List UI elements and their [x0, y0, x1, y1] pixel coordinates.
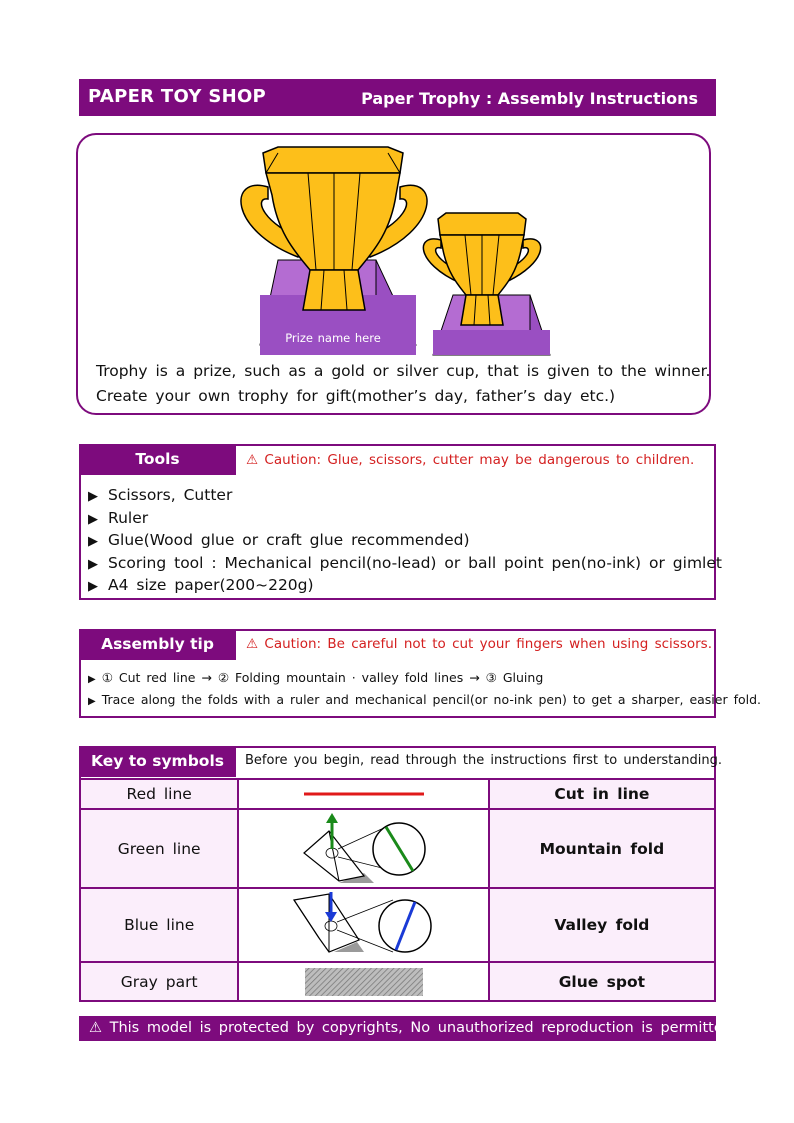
bullet-triangle-icon: ▶	[88, 511, 98, 527]
bullet-triangle-icon: ▶	[88, 579, 98, 594]
hero-panel	[76, 133, 711, 415]
tools-list	[88, 484, 722, 597]
symbol-meaning: Glue spot	[489, 962, 715, 1001]
tools-caution	[246, 452, 694, 468]
symbol-meaning: Valley fold	[489, 888, 715, 962]
tool-label: Scissors, Cutter	[108, 486, 233, 504]
list-item	[88, 552, 722, 575]
list-item	[88, 484, 722, 507]
assembly-tip-caution	[246, 636, 712, 652]
list-item	[88, 529, 722, 552]
tool-label: A4 size paper(200~220g)	[108, 576, 314, 594]
tools-heading: Tools	[79, 444, 236, 475]
glue-spot-hatch	[304, 967, 424, 997]
assembly-tip-heading: Assembly tip	[79, 629, 236, 660]
document-title: Paper Trophy : Assembly Instructions	[361, 89, 698, 108]
small-cup-rim	[438, 213, 526, 235]
symbol-meaning: Mountain fold	[489, 809, 715, 888]
tools-caution-text: Caution: Glue, scissors, cutter may be dangerous to children.	[264, 452, 695, 468]
valley-fold-icon	[289, 890, 439, 960]
copyright-footer	[79, 1016, 737, 1041]
assembly-hint-text: Trace along the folds with a ruler and mechanical pencil(or no-ink pen) to get a sharper, easier fold.	[101, 692, 762, 707]
assembly-steps-text: ① Cut red line → ② Folding mountain · valley fold lines → ③ Gluing	[101, 670, 544, 685]
intro-line-2: Create your own trophy for gift(mother’s day, father’s day etc.)	[96, 387, 616, 405]
tool-label: Glue(Wood glue or craft glue recommended)	[108, 531, 470, 549]
assembly-hint	[88, 692, 761, 707]
symbol-cell	[238, 779, 488, 809]
assembly-steps	[88, 670, 543, 685]
intro-line-1: Trophy is a prize, such as a gold or silver cup, that is given to the winner.	[96, 362, 711, 380]
table-row	[80, 779, 715, 809]
bullet-triangle-icon: ▶	[88, 489, 98, 504]
copyright-text: This model is protected by copyrights, No unauthorized reproduction is permitted.	[109, 1020, 737, 1036]
warning-triangle-icon: ⚠	[246, 636, 259, 652]
table-row	[80, 888, 715, 962]
symbol-name: Green line	[80, 809, 238, 888]
symbol-name: Gray part	[80, 962, 238, 1001]
key-note: Before you begin, read through the instructions first to understanding.	[245, 753, 722, 768]
bullet-triangle-icon: ▶	[88, 534, 98, 549]
bullet-triangle-icon: ▶	[88, 556, 98, 572]
large-cup-stem	[303, 270, 365, 310]
plaque-label: Prize name here	[285, 331, 381, 345]
symbols-table	[79, 778, 716, 1002]
header-bar	[79, 79, 716, 116]
mountain-fold-icon	[294, 811, 434, 887]
list-item	[88, 574, 722, 597]
symbol-meaning: Cut in line	[489, 779, 715, 809]
list-item	[88, 507, 722, 530]
assembly-tip-caution-text: Caution: Be careful not to cut your fingers when using scissors.	[264, 636, 713, 652]
warning-triangle-icon: ⚠	[246, 452, 259, 468]
key-to-symbols-heading: Key to symbols	[79, 746, 236, 777]
warning-triangle-icon: ⚠	[89, 1020, 102, 1036]
bullet-triangle-icon: ▶	[88, 674, 96, 685]
small-base-front	[433, 330, 550, 355]
brand-name: PAPER TOY SHOP	[88, 86, 267, 107]
table-row	[80, 962, 715, 1001]
table-row	[80, 809, 715, 888]
bullet-triangle-icon: ▶	[88, 696, 96, 707]
symbol-cell	[238, 962, 488, 1001]
small-cup-stem	[461, 295, 503, 325]
large-cup-rim	[263, 147, 403, 173]
red-line-icon	[294, 784, 434, 804]
symbol-cell	[238, 888, 488, 962]
tool-label: Scoring tool : Mechanical pencil(no-lead) or ball point pen(no-ink) or gimlet	[108, 553, 722, 572]
large-cup-body	[266, 173, 400, 270]
symbol-name: Blue line	[80, 888, 238, 962]
symbol-cell	[238, 809, 488, 888]
symbol-name: Red line	[80, 779, 238, 809]
tool-label: Ruler	[108, 508, 149, 527]
